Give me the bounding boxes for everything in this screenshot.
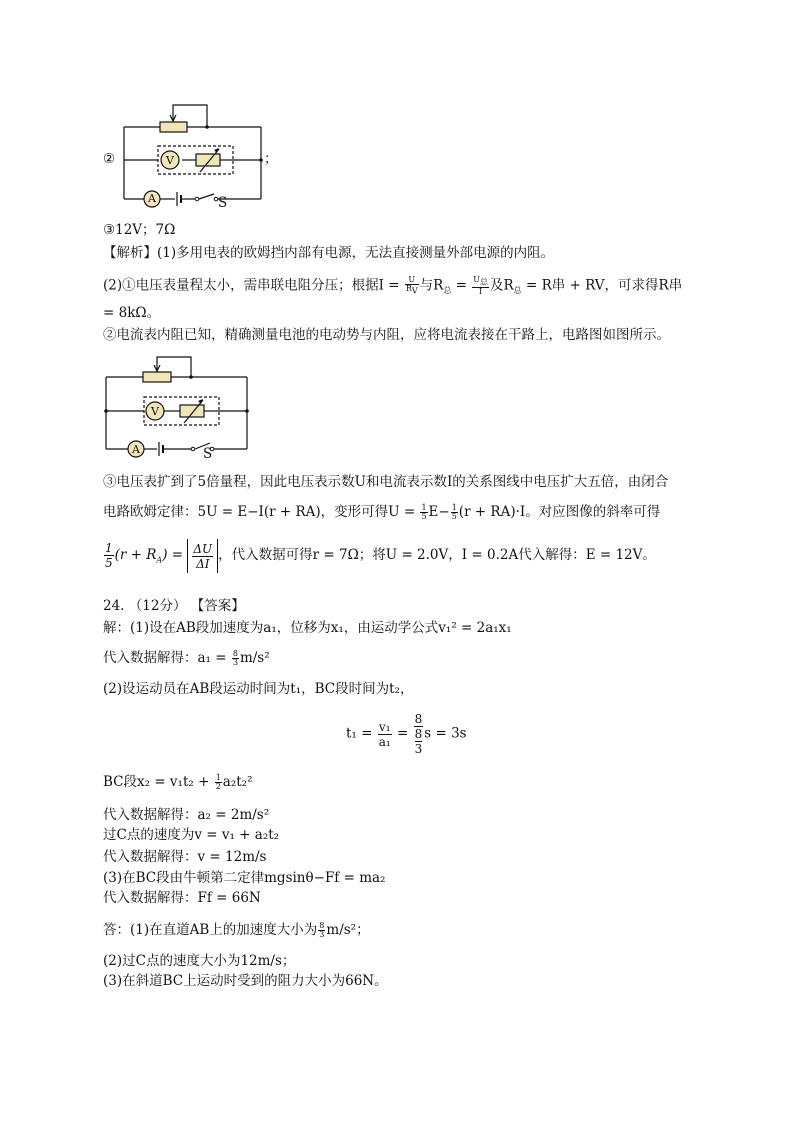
q24-line9: (3)在BC段由牛顿第二定律mgsinθ−Ff = ma₂ [103, 870, 386, 886]
analysis-line5: ③电压表扩到了5倍量程，因此电压表示数U和电流表示数I的关系图线中电压扩大五倍，由闭合 [103, 474, 669, 490]
q24-line6: 代入数据解得：a₂ = 2m/s² [103, 807, 270, 823]
q24-line8: 代入数据解得：v = 12m/s [103, 849, 267, 865]
q24-header: 24. （12分） 【答案】 [103, 598, 245, 614]
analysis-line2-mid3: 及R [490, 277, 514, 294]
q24-line10: 代入数据解得：Ff = 66N [103, 890, 261, 906]
fraction-eight-over-eight-thirds: 8 8 3 [414, 712, 423, 756]
q24-line4-suffix: s = 3s [424, 725, 467, 742]
analysis-line4: ②电流表内阻已知，精确测量电池的电动势与内阻，应将电流表接在干路上，电路图如图所示。 [103, 327, 670, 343]
q24-line11-suffix: m/s²； [326, 922, 370, 938]
circuit1-marker: ② [103, 151, 116, 167]
circuit-diagram-2 [100, 352, 260, 462]
fraction-one-fifth-a: $\frac{1}{5}$ [421, 503, 427, 521]
q24-line4: t₁ = $\frac{\text{v₁}}{\text{a₁}}$ = 8 8 3 s = 3s [346, 712, 467, 756]
circuit2-voltmeter-label: V [151, 405, 159, 418]
analysis-line6 [103, 503, 660, 521]
q24-line11 [103, 921, 370, 939]
analysis-line6-suffix: (r + RA)·I。对应图像的斜率可得 [458, 504, 661, 520]
analysis-line6-mid: E− [428, 504, 450, 520]
analysis-line1: 【解析】(1)多用电表的欧姆挡内部有电源，无法直接测量外部电源的内阻。 [103, 245, 555, 261]
q24-line3: (2)设运动员在AB段运动时间为t₁，BC段时间为t₂， [103, 681, 414, 697]
fraction-one-fifth-b: $\frac{1}{5}$ [451, 503, 457, 521]
analysis-line2: (2)①电压表量程太小，需串联电阻分压；根据I = $\frac{U}{R_V}$ 与$R_总$ = $\frac{U_总}{I}$ 及$R_总 = R$串 + RV，可求得R串 [103, 275, 683, 296]
fraction-u-over-rv: $\frac{U}{R_V}$ [405, 275, 418, 296]
circuit2-ammeter-label: A [132, 443, 140, 456]
q24-line2-prefix: 代入数据解得：a₁ = [103, 650, 231, 666]
analysis-line2-suffix: = R串 + RV，可求得R串 [521, 277, 683, 294]
analysis-line2-mid2: = [451, 277, 472, 294]
q24-line5 [103, 773, 253, 791]
analysis-line2-mid1: 与R [419, 277, 444, 294]
q24-line13: (3)在斜道BC上运动时受到的阻力大小为66N。 [103, 973, 388, 989]
answer-3: ③12V；7Ω [103, 222, 176, 238]
fraction-u-total-over-i: $\frac{U_总}{I}$ [473, 275, 488, 296]
circuit1-ammeter-label: A [148, 192, 156, 205]
fraction-v1-over-a1: $\frac{\text{v₁}}{\text{a₁}}$ [378, 719, 391, 749]
fraction-eight-thirds-a: $\frac{8}{3}$ [232, 649, 238, 667]
circuit-diagram-1 [100, 100, 290, 212]
circuit1-voltmeter-label: V [166, 154, 174, 167]
q24-line7: 过C点的速度为v = v₁ + a₂t₂ [103, 827, 280, 843]
circuit1-switch-label: S [218, 195, 228, 211]
q24-line2 [103, 649, 270, 667]
circuit2-switch-label: S [203, 446, 213, 462]
q24-line5-suffix: a₂t₂² [222, 774, 253, 790]
q24-line5-prefix: BC段x₂ = v₁t₂ + [103, 774, 214, 790]
analysis-line7-suffix: ，代入数据可得r = 7Ω；将U = 2.0V，I = 0.2A代入解得：E = 12V。 [218, 547, 656, 563]
q24-line4-prefix: t₁ = [346, 725, 377, 742]
analysis-line2-prefix: (2)①电压表量程太小，需串联电阻分压；根据I = [103, 277, 404, 294]
fraction-eight-thirds-b: $\frac{8}{3}$ [319, 921, 325, 939]
analysis-line6-prefix: 电路欧姆定律：5U = E−I(r + RA)，变形可得U = [103, 504, 420, 520]
circuit1-suffix: ； [264, 151, 278, 167]
q24-line11-prefix: 答：(1)在直道AB上的加速度大小为 [103, 922, 318, 938]
q24-line12: (2)过C点的速度大小为12m/s； [103, 953, 296, 969]
fraction-one-half: $\frac{1}{2}$ [215, 773, 221, 791]
slope-formula: $\frac{1}{5}$ $(r + R_A)$ = $\frac{\Delta U}{\Delta I}$ [103, 547, 218, 563]
q24-line2-suffix: m/s² [239, 650, 270, 666]
analysis-line7 [103, 538, 656, 578]
analysis-line3: = 8kΩ。 [103, 305, 161, 321]
q24-line1: 解：(1)设在AB段加速度为a₁，位移为x₁，由运动学公式v₁² = 2a₁x₁ [103, 620, 512, 636]
